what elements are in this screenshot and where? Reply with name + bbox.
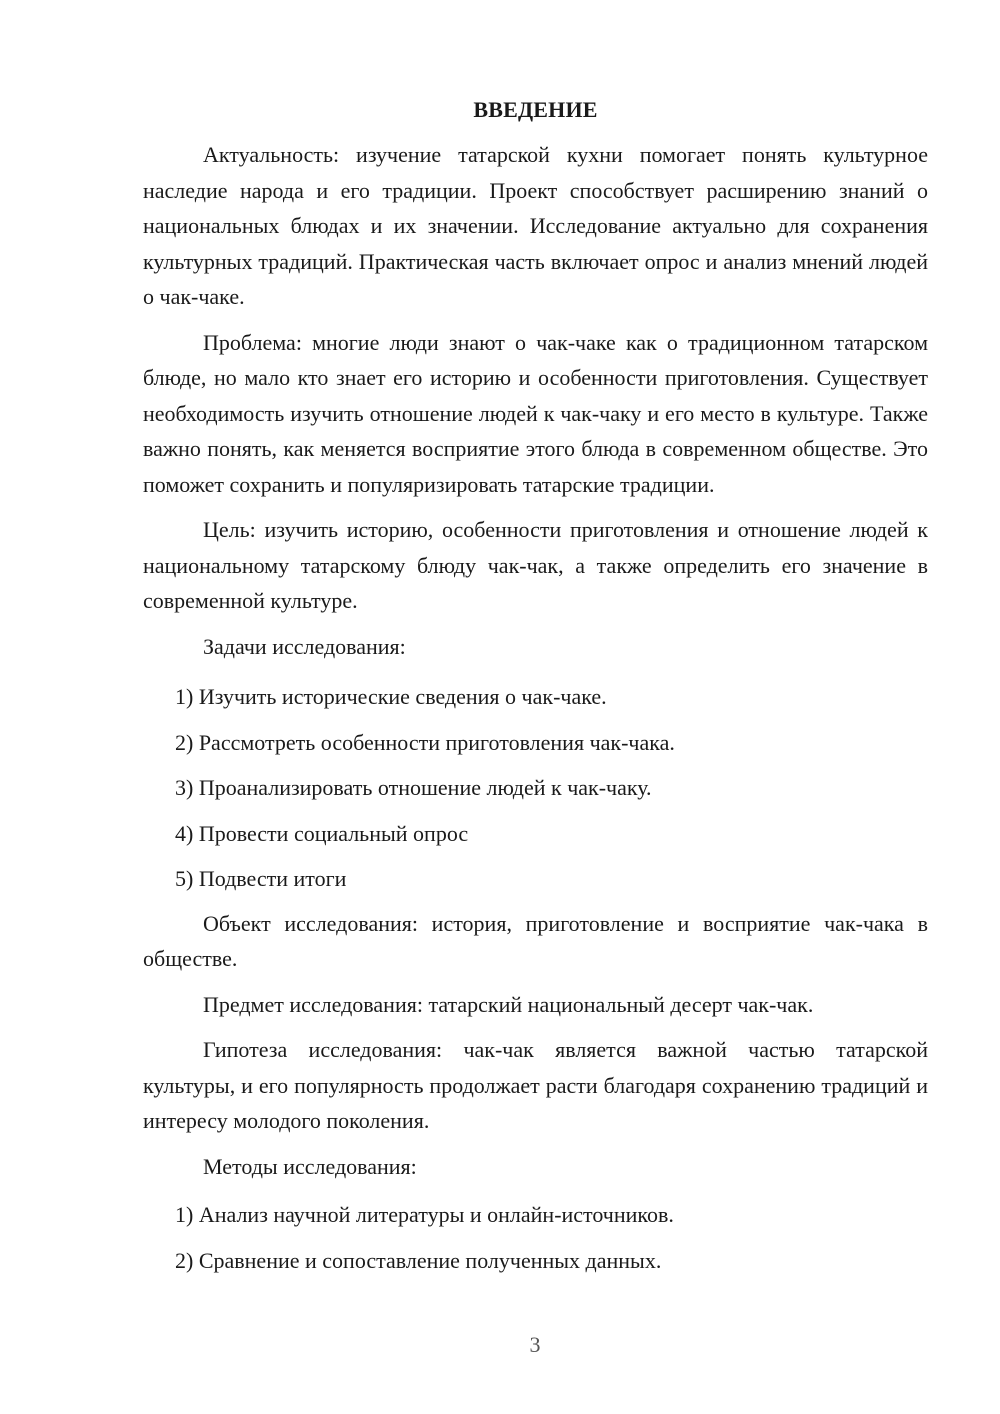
goal-paragraph: Цель: изучить историю, особенности приготовления и отношение людей к национальному татарскому блюду чак-чак, а также определить его значение в современной культуре. [143, 517, 928, 613]
hypothesis-paragraph: Гипотеза исследования: чак-чак является важной частью татарской культуры, и его популярность продолжает расти благодаря сохранению традиций и интересу молодого поколения. [143, 1037, 928, 1133]
problem-paragraph: Проблема: многие люди знают о чак-чаке как о традиционном татарском блюде, но мало кто знает его историю и особенности приготовления. Существует необходимость изучить отношение людей к чак-чаку и его место в культуре. Также важно понять, как меняется восприятие этого блюда в современном обществе. Это поможет сохранить и популяризировать татарские традиции. [143, 329, 928, 497]
task-item: 2) Рассмотреть особенности приготовления чак-чака. [175, 729, 675, 755]
methods-list [143, 1192, 928, 1283]
task-item: 1) Изучить исторические сведения о чак-чаке. [175, 684, 607, 709]
task-item: 4) Провести социальный опрос [175, 820, 469, 846]
subject-paragraph: Предмет исследования: татарский национальный десерт чак-чак. [203, 991, 814, 1017]
section-title: ВВЕДЕНИЕ [473, 97, 598, 122]
page-number: 3 [529, 1332, 541, 1357]
task-item: 3) Проанализировать отношение людей к чак-чаку. [175, 775, 652, 800]
object-paragraph: Объект исследования: история, приготовление и восприятие чак-чака в обществе. [143, 910, 928, 971]
method-item: 2) Сравнение и сопоставление полученных данных. [175, 1247, 662, 1273]
document-page [143, 92, 928, 1287]
method-item: 1) Анализ научной литературы и онлайн-источников. [175, 1202, 674, 1227]
tasks-heading: Задачи исследования: [203, 633, 406, 659]
task-item: 5) Подвести итоги [175, 866, 347, 891]
tasks-list [143, 674, 928, 902]
relevance-paragraph: Актуальность: изучение татарской кухни помогает понять культурное наследие народа и его традиции. Проект способствует расширению знаний о национальных блюдах и их значении. Исследование актуально для сохранения культурных традиций. Практическая часть включает опрос и анализ мнений людей о чак-чаке. [143, 142, 928, 309]
methods-heading: Методы исследования: [203, 1153, 417, 1179]
